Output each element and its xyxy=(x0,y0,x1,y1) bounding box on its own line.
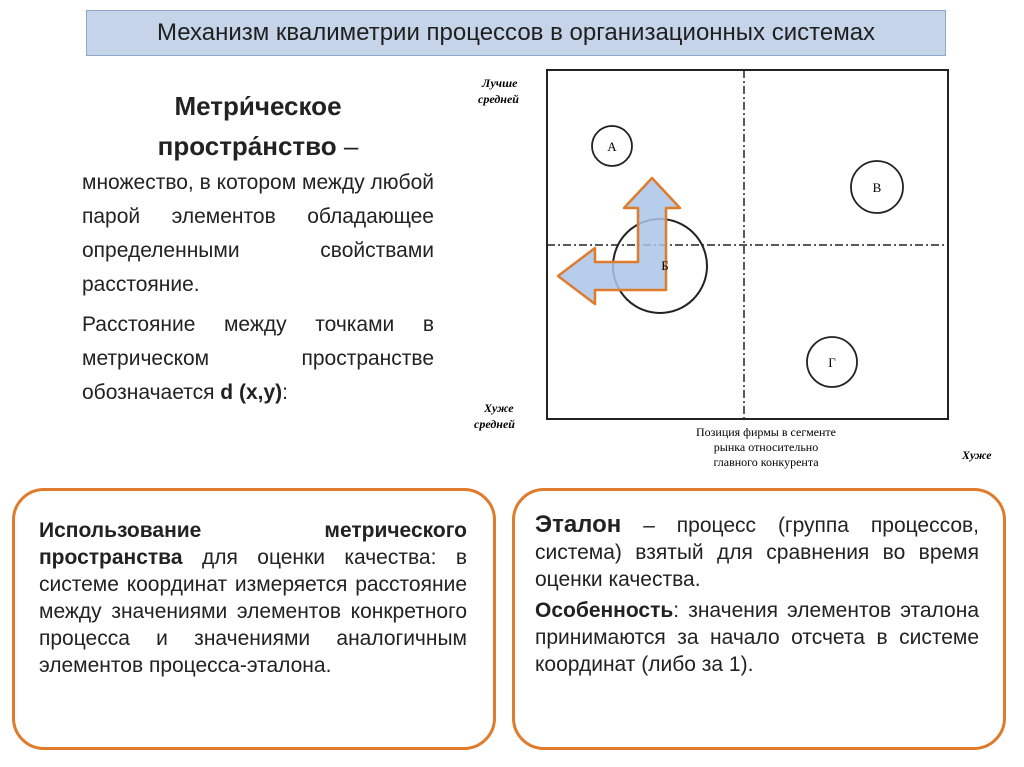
distance-formula: d (x,y) xyxy=(220,381,283,404)
standard-definition xyxy=(535,511,979,593)
usage-text xyxy=(39,517,467,679)
x-caption-line1: Позиция фирмы в сегменте xyxy=(695,425,837,439)
standard-feature xyxy=(535,597,979,678)
standard-definition-text: – процесс (группа процессов, система) взятый для сравнения во время оценки качества. xyxy=(535,514,979,591)
standard-box xyxy=(512,488,1006,750)
distance-prefix: Расстояние между точками в метрическом пространстве обозначается xyxy=(82,313,434,404)
firm-v-label: В xyxy=(872,180,882,195)
heading-term: простра́нство xyxy=(157,131,337,161)
usage-bold: Использование метрического пространства xyxy=(39,519,467,569)
slide-title: Механизм квалиметрии процессов в организационных системах xyxy=(156,19,876,46)
distance-suffix: : xyxy=(282,381,288,404)
positioning-diagram xyxy=(462,62,997,482)
standard-feature-term: Особенность xyxy=(535,599,674,622)
slide-title-bar xyxy=(86,10,946,56)
usage-box xyxy=(12,488,496,750)
firm-g-label: Г xyxy=(828,355,836,370)
heading-line1: Метри́ческое xyxy=(174,91,342,121)
definition-block xyxy=(82,86,434,410)
heading-dash: – xyxy=(336,131,359,161)
x-right-label: Хуже xyxy=(962,448,992,462)
usage-rest: для оценки качества: в системе координат измеряется расстояние между значениями элементов конкретного процесса и значениями аналогичным элементов процесса-эталона. xyxy=(39,546,467,677)
definition-heading xyxy=(82,86,434,166)
distance-text xyxy=(82,308,434,410)
x-caption-line2: рынка относительно xyxy=(713,440,819,454)
x-caption-line3: главного конкурента xyxy=(713,455,819,469)
standard-term: Эталон xyxy=(535,511,622,538)
y-bottom-label-line1: Хуже xyxy=(484,401,514,415)
standard-feature-text: : значения элементов эталона принимаются за начало отсчета в системе координат (либо за 1). xyxy=(535,599,979,676)
y-bottom-label-line2: средней xyxy=(474,417,515,431)
y-top-label-line1: Лучше xyxy=(482,76,518,90)
definition-text: множество, в котором между любой парой элементов обладающее определенными свойствами расстояние. xyxy=(82,171,434,296)
firm-b-label: Б xyxy=(661,258,669,273)
heading-line2 xyxy=(82,126,434,166)
y-top-label-line2: средней xyxy=(478,92,519,106)
firm-a-label: А xyxy=(607,139,617,154)
